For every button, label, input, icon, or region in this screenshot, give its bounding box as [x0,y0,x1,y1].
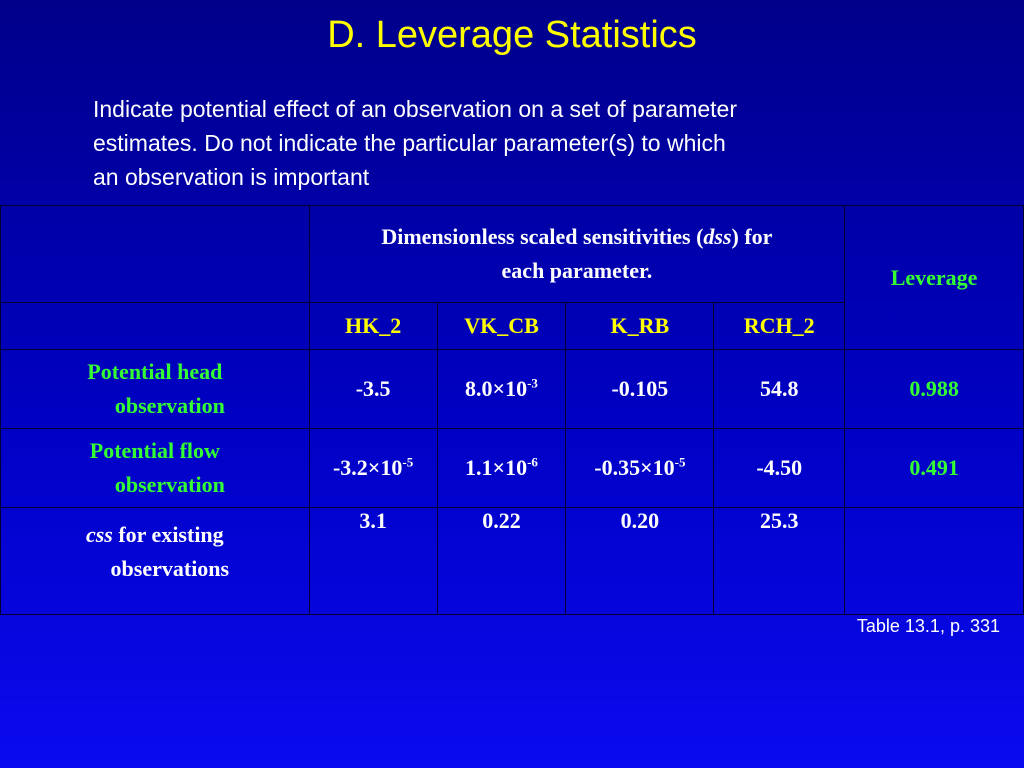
dss-header-cell [309,206,845,303]
value-cell: $-0.35\times 10^{-5}$ [566,429,714,508]
leverage-table [0,205,1024,615]
param-header-vkcb: VK_CB [437,303,566,350]
dss-header-line2: each parameter. [501,258,653,283]
leverage-value-flow: 0.491 [845,429,1024,508]
param-header-hk2: HK_2 [309,303,437,350]
dss-header-text-end: ) for [731,224,773,249]
intro-text [93,92,913,194]
css-label-rest: for existing [112,522,224,547]
row-label-css [1,508,310,615]
value-cell: $1.1\times 10^{-6}$ [437,429,566,508]
intro-line-3: an observation is important [93,164,370,190]
value-cell: -3.5 [309,350,437,429]
row-label-line1: Potential head [87,359,223,384]
row-label-line2: observation [114,472,225,497]
dss-header-text: Dimensionless scaled sensitivities ( [381,224,704,249]
row-label-flow [1,429,310,508]
value-cell: 54.8 [714,350,845,429]
empty-header-cell [1,206,310,303]
row-label-line2: observation [114,393,225,418]
table-row-head-observation [1,350,1024,429]
css-value-cell: 0.20 [566,508,714,615]
table-row-css [1,508,1024,615]
value-cell: -4.50 [714,429,845,508]
intro-line-2: estimates. Do not indicate the particular parameter(s) to which [93,130,726,156]
table-caption: Table 13.1, p. 331 [856,616,1000,636]
row-label-line2: observations [110,556,230,581]
css-italic: css [85,522,113,547]
header-row-dss [1,206,1024,303]
value-cell: -0.105 [566,350,714,429]
slide-title: D. Leverage Statistics [327,14,697,56]
leverage-value-head: 0.988 [845,350,1024,429]
empty-param-label-cell [1,303,310,350]
row-label-line1: Potential flow [89,438,220,463]
dss-header-italic: dss [703,224,732,249]
empty-leverage-cell [845,508,1024,615]
row-label-head [1,350,310,429]
leverage-header-cell: Leverage [845,206,1024,350]
value-cell: $-3.2\times 10^{-5}$ [309,429,437,508]
css-value-cell: 0.22 [437,508,566,615]
intro-line-1: Indicate potential effect of an observation on a set of parameter [93,96,737,122]
param-header-krb: K_RB [566,303,714,350]
table-row-flow-observation [1,429,1024,508]
param-header-rch2: RCH_2 [714,303,845,350]
css-value-cell: 3.1 [309,508,437,615]
value-cell: $8.0\times 10^{-3}$ [437,350,566,429]
css-value-cell: 25.3 [714,508,845,615]
